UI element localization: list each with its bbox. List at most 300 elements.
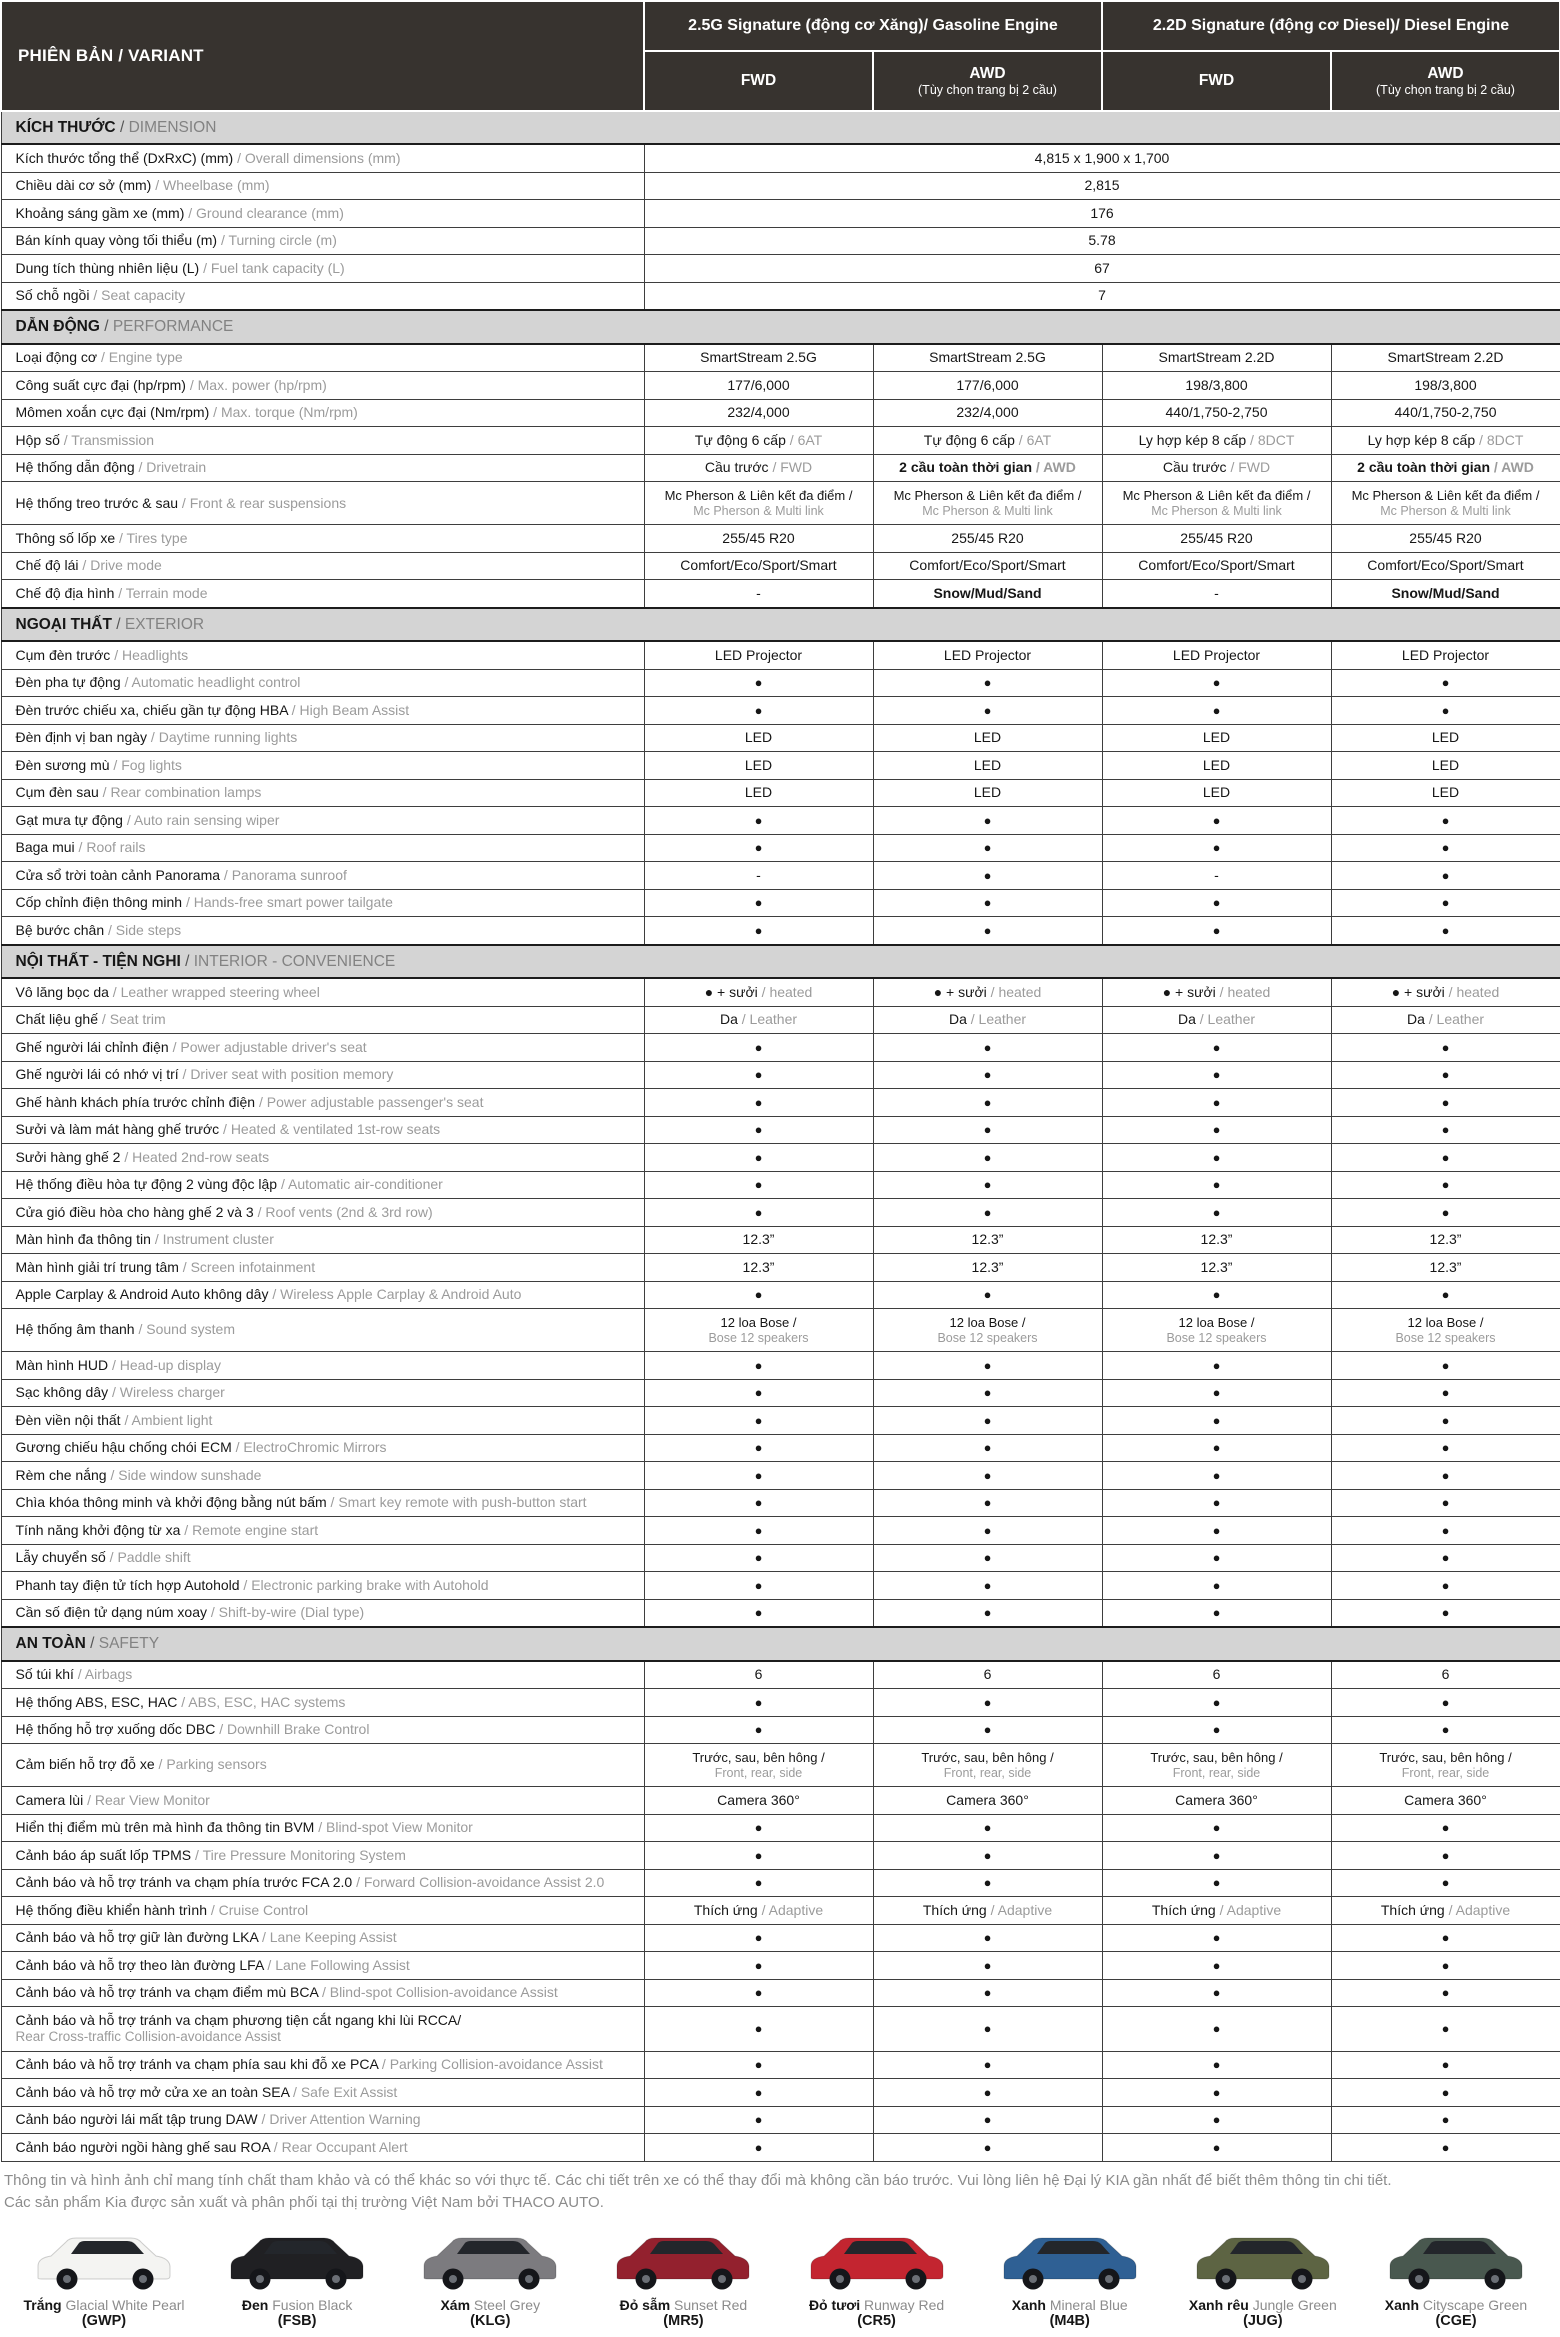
- row-label-separator: /: [378, 2056, 390, 2073]
- spec-value-cell: [1331, 427, 1560, 455]
- feature-dot-cell: [644, 1842, 873, 1870]
- row-label-en: Wireless Apple Carplay & Android Auto: [280, 1286, 522, 1303]
- feature-dot-cell: [873, 1462, 1102, 1490]
- spec-value-text: Ly hợp kép 8 cấp: [1367, 431, 1476, 448]
- feature-dot-cell: [1331, 1061, 1560, 1089]
- row-label-en: Instrument cluster: [162, 1231, 274, 1248]
- row-label: [1, 862, 644, 890]
- footer: [0, 2162, 1560, 2337]
- spec-value-subtext: Bose 12 speakers: [708, 1331, 809, 1346]
- spec-value-text: 255/45 R20: [1180, 529, 1253, 546]
- feature-dot-cell: [644, 1144, 873, 1172]
- spec-row: [1, 1034, 1560, 1062]
- feature-dot: ●: [983, 1820, 992, 1836]
- feature-dot-cell: [1331, 1171, 1560, 1199]
- spec-value-cell: [644, 399, 873, 427]
- spec-row: [1, 200, 1560, 228]
- feature-dot: ●: [983, 1467, 992, 1483]
- spec-row: [1, 978, 1560, 1006]
- row-label-en: Tires type: [126, 529, 188, 546]
- row-label-separator: /: [239, 1576, 252, 1593]
- spec-value-cell: [1102, 1744, 1331, 1787]
- spec-value-separator: /: [1246, 431, 1258, 448]
- row-label-en: Transmission: [71, 431, 155, 448]
- spec-value-text: LED: [1202, 784, 1231, 801]
- color-code: (CGE): [1435, 2312, 1477, 2329]
- row-label: [1, 1309, 644, 1352]
- feature-dot: ●: [1212, 1605, 1221, 1621]
- row-label-separator: /: [178, 494, 190, 511]
- feature-dot: ●: [754, 840, 763, 856]
- feature-dot: ●: [1212, 1177, 1221, 1193]
- spec-row: [1, 1116, 1560, 1144]
- feature-dot: ●: [1212, 1495, 1221, 1511]
- spec-value-text: LED: [1202, 756, 1231, 773]
- merged-spec-value: 5.78: [644, 227, 1560, 255]
- row-label-separator: /: [89, 287, 102, 304]
- row-label: [1, 1006, 644, 1034]
- row-label-separator: /: [219, 1121, 231, 1138]
- feature-dot: ●: [1212, 2021, 1221, 2037]
- feature-dot: ●: [1441, 812, 1450, 828]
- spec-value-cell: [1102, 862, 1331, 890]
- feature-dot-cell: [873, 917, 1102, 945]
- car-illustration: [28, 2231, 180, 2293]
- feature-dot-cell: [873, 1716, 1102, 1744]
- feature-dot: ●: [754, 675, 763, 691]
- spec-row: [1, 580, 1560, 608]
- row-label-separator: /: [199, 259, 211, 276]
- feature-dot: ●: [983, 1957, 992, 1973]
- row-label: [1, 1089, 644, 1117]
- spec-value-cell: [873, 724, 1102, 752]
- spec-value-text: Da: [948, 1011, 967, 1028]
- row-label-separator: /: [74, 839, 87, 856]
- spec-value-text: Comfort/Eco/Sport/Smart: [1138, 557, 1295, 574]
- spec-value-separator: /: [768, 459, 781, 476]
- spec-value-text: SmartStream 2.2D: [1158, 349, 1275, 366]
- row-label-separator: /: [178, 1258, 191, 1275]
- feature-dot-cell: [873, 1171, 1102, 1199]
- spec-value-text: Camera 360°: [1175, 1791, 1258, 1808]
- column-label: FWD: [1198, 72, 1235, 90]
- feature-dot: ●: [1212, 1412, 1221, 1428]
- feature-dot-cell: [873, 1599, 1102, 1627]
- spec-value-en: heated: [998, 983, 1042, 1000]
- spec-value-separator: /: [1444, 983, 1457, 1000]
- feature-dot-cell: [1102, 1689, 1331, 1717]
- row-label-vi: Đèn pha tự động: [15, 674, 121, 691]
- spec-value-en: Adaptive: [1226, 1901, 1282, 1918]
- row-label-vi: Baga mui: [15, 839, 75, 856]
- feature-dot-cell: [644, 1814, 873, 1842]
- spec-value-separator: /: [1014, 431, 1027, 448]
- feature-dot: ●: [754, 812, 763, 828]
- feature-dot-cell: [1102, 834, 1331, 862]
- row-label: [1, 172, 644, 200]
- row-label-separator: /: [59, 431, 72, 448]
- feature-dot: ●: [983, 1577, 992, 1593]
- row-label-vi: Cảnh báo và hỗ trợ giữ làn đường LKA: [15, 1929, 259, 1946]
- row-label: [1, 752, 644, 780]
- spec-value-cell: [644, 978, 873, 1006]
- row-label-vi: Loại động cơ: [15, 349, 98, 366]
- spec-row: [1, 1689, 1560, 1717]
- feature-dot: ●: [983, 2057, 992, 2073]
- spec-value-text: 255/45 R20: [722, 529, 795, 546]
- feature-dot: ●: [1441, 922, 1450, 938]
- spec-value-cell: [1102, 1309, 1331, 1352]
- spec-value-en: AWD: [1043, 459, 1076, 476]
- row-label-separator: /: [154, 1756, 167, 1773]
- row-label-en: High Beam Assist: [299, 701, 410, 718]
- feature-dot-cell: [1331, 2051, 1560, 2079]
- spec-value-en: 8DCT: [1257, 431, 1295, 448]
- feature-dot: ●: [983, 1094, 992, 1110]
- color-name: [1362, 2297, 1550, 2313]
- spec-value-text: 12 loa Bose /: [1407, 1314, 1484, 1330]
- spec-row: [1, 2106, 1560, 2134]
- feature-dot-cell: [873, 2079, 1102, 2107]
- row-label-en: Paddle shift: [117, 1549, 191, 1566]
- color-code: (KLG): [470, 2312, 511, 2329]
- row-label-vi: Số chỗ ngồi: [15, 287, 90, 304]
- feature-dot: ●: [1212, 922, 1221, 938]
- color-swatch: [589, 2231, 777, 2329]
- spec-value-subtext: Bose 12 speakers: [937, 1331, 1038, 1346]
- spec-value-cell: [873, 344, 1102, 372]
- row-label-en: Heated & ventilated 1st-row seats: [230, 1121, 441, 1138]
- feature-dot: ●: [754, 1875, 763, 1891]
- feature-dot: ●: [1212, 1694, 1221, 1710]
- row-label: [1, 1572, 644, 1600]
- row-label: [1, 1924, 644, 1952]
- row-label-en: Turning circle (m): [228, 232, 337, 249]
- spec-row: [1, 427, 1560, 455]
- spec-value-cell: [1102, 1897, 1331, 1925]
- row-label-separator: /: [206, 1901, 219, 1918]
- row-label: [1, 227, 644, 255]
- feature-dot: ●: [983, 1357, 992, 1373]
- row-label-vi: Cảnh báo và hỗ trợ tránh va chạm điểm mù BCA: [15, 1984, 319, 2001]
- spec-value-text: LED: [744, 729, 773, 746]
- feature-dot: ●: [754, 1985, 763, 2001]
- spec-row: [1, 1869, 1560, 1897]
- color-name-en: Jungle Green: [1248, 2296, 1337, 2313]
- row-label-en: Wireless charger: [119, 1384, 225, 1401]
- row-label: [1, 1744, 644, 1787]
- feature-dot-cell: [873, 2051, 1102, 2079]
- feature-dot: ●: [983, 702, 992, 718]
- spec-value-text: Snow/Mud/Sand: [933, 584, 1042, 601]
- car-illustration: [221, 2231, 373, 2293]
- feature-dot: ●: [754, 2112, 763, 2128]
- variant-header: PHIÊN BẢN / VARIANT: [1, 1, 644, 111]
- spec-value-separator: /: [1032, 459, 1044, 476]
- row-label-en: Airbags: [84, 1666, 133, 1683]
- color-name: [1169, 2297, 1357, 2313]
- row-label-vi: Ghế người lái chỉnh điện: [15, 1038, 169, 1055]
- spec-value-text: LED: [744, 756, 773, 773]
- feature-dot: ●: [754, 1495, 763, 1511]
- row-label-vi: Khoảng sáng gầm xe (mm): [15, 204, 185, 221]
- row-label-en: Side window sunshade: [118, 1466, 262, 1483]
- feature-dot: ●: [1212, 1957, 1221, 1973]
- feature-dot-cell: [1331, 1116, 1560, 1144]
- section-title-separator: /: [99, 318, 113, 336]
- spec-value-separator: /: [1195, 1011, 1208, 1028]
- feature-dot-cell: [1102, 1379, 1331, 1407]
- row-label-en: Rear View Monitor: [94, 1791, 210, 1808]
- feature-dot: ●: [1212, 1522, 1221, 1538]
- row-label: [1, 2134, 644, 2162]
- row-label-en: Side steps: [115, 921, 182, 938]
- row-label: [1, 1787, 644, 1815]
- row-label-separator: /: [277, 1176, 288, 1193]
- spec-value-cell: [873, 399, 1102, 427]
- feature-dot-cell: [644, 697, 873, 725]
- row-label-separator: /: [108, 983, 121, 1000]
- row-label-en: Panorama sunroof: [231, 866, 347, 883]
- spec-value-cell: [1102, 580, 1331, 608]
- row-label: [1, 978, 644, 1006]
- row-label-vi: Đèn định vị ban ngày: [15, 729, 148, 746]
- feature-dot: ●: [1212, 895, 1221, 911]
- color-name-vi: Đỏ sẫm: [619, 2296, 671, 2313]
- spec-row: [1, 1814, 1560, 1842]
- row-label-vi: Hệ thống điều hòa tự động 2 vùng độc lập: [15, 1176, 278, 1193]
- row-label: [1, 669, 644, 697]
- spec-value-cell: [644, 1226, 873, 1254]
- spec-value-cell: [644, 454, 873, 482]
- spec-value-text: Tự động 6 cấp: [694, 431, 786, 448]
- row-label-vi: Ghế người lái có nhớ vị trí: [15, 1066, 179, 1083]
- spec-value-cell: [1102, 399, 1331, 427]
- spec-value-cell: [644, 641, 873, 669]
- feature-dot-cell: [1331, 1716, 1560, 1744]
- row-label: [1, 344, 644, 372]
- row-label: [1, 1661, 644, 1689]
- spec-row: [1, 1489, 1560, 1517]
- feature-dot-cell: [1331, 1144, 1560, 1172]
- color-name: [10, 2297, 198, 2313]
- spec-value-text: Ly hợp kép 8 cấp: [1138, 431, 1247, 448]
- spec-value-separator: /: [1490, 459, 1502, 476]
- spec-value-separator: /: [986, 983, 999, 1000]
- feature-dot: ●: [754, 1287, 763, 1303]
- feature-dot-cell: [873, 1869, 1102, 1897]
- spec-value-cell: [1331, 641, 1560, 669]
- spec-value-en: Adaptive: [1455, 1901, 1511, 1918]
- row-label: [1, 1689, 644, 1717]
- feature-dot: ●: [1212, 1357, 1221, 1373]
- row-label-vi: Cửa sổ trời toàn cảnh Panorama: [15, 866, 221, 883]
- feature-dot-cell: [644, 1061, 873, 1089]
- feature-dot: ●: [754, 895, 763, 911]
- feature-dot-cell: [873, 1979, 1102, 2007]
- spec-value-text: Tự động 6 cấp: [923, 431, 1015, 448]
- row-label-vi: Màn hình đa thông tin: [15, 1231, 151, 1248]
- feature-dot: ●: [983, 812, 992, 828]
- spec-value-cell: [1102, 1787, 1331, 1815]
- spec-value-cell: [644, 779, 873, 807]
- feature-dot-cell: [1102, 1979, 1331, 2007]
- feature-dot: ●: [1441, 1550, 1450, 1566]
- row-label-en: Headlights: [121, 646, 189, 663]
- spec-value-cell: [1102, 978, 1331, 1006]
- feature-dot: ●: [1212, 1039, 1221, 1055]
- feature-dot-cell: [873, 807, 1102, 835]
- feature-dot: ●: [754, 1957, 763, 1973]
- feature-dot-cell: [1331, 1842, 1560, 1870]
- feature-dot: ●: [1212, 1287, 1221, 1303]
- feature-dot: ●: [983, 1177, 992, 1193]
- feature-dot-cell: [873, 2134, 1102, 2162]
- spec-row: [1, 1897, 1560, 1925]
- color-swatch: [783, 2231, 971, 2329]
- color-name: [396, 2297, 584, 2313]
- row-label-separator: /: [180, 1521, 193, 1538]
- spec-value-cell: [644, 724, 873, 752]
- feature-dot: ●: [754, 2139, 763, 2155]
- row-label-separator: /: [120, 674, 132, 691]
- spec-value-cell: [1331, 454, 1560, 482]
- spec-value-subtext: Bose 12 speakers: [1395, 1331, 1496, 1346]
- row-label-en: Rear Occupant Alert: [281, 2138, 408, 2155]
- row-label-vi: Màn hình HUD: [15, 1356, 109, 1373]
- feature-dot-cell: [1102, 1281, 1331, 1309]
- feature-dot-cell: [873, 1434, 1102, 1462]
- row-label: [1, 1226, 644, 1254]
- row-label: [1, 399, 644, 427]
- row-label-en: Smart key remote with push-button start: [338, 1494, 587, 1511]
- spec-value-cell: [1102, 427, 1331, 455]
- row-label-separator: /: [191, 1846, 203, 1863]
- row-label: [1, 144, 644, 172]
- row-label-separator: /: [207, 1604, 219, 1621]
- feature-dot: ●: [1441, 702, 1450, 718]
- feature-dot: ●: [1441, 1067, 1450, 1083]
- color-name: [589, 2297, 777, 2313]
- feature-dot: ●: [1441, 2057, 1450, 2073]
- feature-dot-cell: [1102, 1171, 1331, 1199]
- row-label: [1, 834, 644, 862]
- spec-value-cell: [1331, 372, 1560, 400]
- spec-value-cell: [644, 372, 873, 400]
- feature-dot: ●: [1441, 1149, 1450, 1165]
- car-illustration: [994, 2231, 1146, 2293]
- spec-row: [1, 372, 1560, 400]
- feature-dot: ●: [983, 1522, 992, 1538]
- spec-value-cell: [1331, 1254, 1560, 1282]
- feature-dot-cell: [873, 1061, 1102, 1089]
- spec-value-cell: [873, 978, 1102, 1006]
- spec-value-cell: [644, 427, 873, 455]
- feature-dot-cell: [1331, 1979, 1560, 2007]
- row-label-en: Drivetrain: [146, 459, 207, 476]
- feature-dot-cell: [644, 1689, 873, 1717]
- car-illustration: [1187, 2231, 1339, 2293]
- feature-dot: ●: [1212, 1985, 1221, 2001]
- spec-value-text: Trước, sau, bên hông /: [1379, 1749, 1512, 1765]
- row-label: [1, 1897, 644, 1925]
- feature-dot: ●: [754, 1550, 763, 1566]
- spec-row: [1, 1061, 1560, 1089]
- spec-value-text: -: [1214, 866, 1219, 883]
- feature-dot: ●: [1441, 2021, 1450, 2037]
- feature-dot: ●: [1441, 1722, 1450, 1738]
- feature-dot-cell: [644, 669, 873, 697]
- feature-dot-cell: [1331, 1924, 1560, 1952]
- spec-row: [1, 399, 1560, 427]
- feature-dot-cell: [873, 1407, 1102, 1435]
- spec-value-cell: [644, 1661, 873, 1689]
- row-label-vi: Cảnh báo và hỗ trợ theo làn đường LFA: [15, 1956, 264, 1973]
- color-code: (MR5): [663, 2312, 704, 2329]
- color-name-vi: Xanh: [1011, 2296, 1046, 2313]
- color-name-en: Steel Grey: [470, 2296, 541, 2313]
- row-label: [1, 641, 644, 669]
- row-label-separator: /: [97, 349, 109, 366]
- merged-spec-value: 4,815 x 1,900 x 1,700: [644, 144, 1560, 172]
- feature-dot: ●: [1212, 1204, 1221, 1220]
- feature-dot-cell: [1331, 1814, 1560, 1842]
- row-label-en: Parking sensors: [166, 1756, 267, 1773]
- spec-row: [1, 1572, 1560, 1600]
- spec-row: [1, 1744, 1560, 1787]
- feature-dot-cell: [873, 1199, 1102, 1227]
- feature-dot-cell: [1102, 1842, 1331, 1870]
- row-label-vi: Phanh tay điện tử tích hợp Autohold: [15, 1576, 240, 1593]
- feature-dot-cell: [644, 1462, 873, 1490]
- spec-row: [1, 255, 1560, 283]
- feature-dot: ●: [1441, 1412, 1450, 1428]
- row-label: [1, 1599, 644, 1627]
- feature-dot: ●: [983, 922, 992, 938]
- spec-row: [1, 669, 1560, 697]
- section-title-separator: /: [115, 119, 129, 136]
- row-label: [1, 1407, 644, 1435]
- spec-value-cell: [873, 1226, 1102, 1254]
- spec-row: [1, 2007, 1560, 2051]
- row-label: [1, 1144, 644, 1172]
- spec-value-text: 198/3,800: [1185, 376, 1248, 393]
- spec-row: [1, 1281, 1560, 1309]
- row-label-vi: Cảnh báo người ngồi hàng ghế sau ROA: [15, 2138, 270, 2155]
- feature-dot-cell: [644, 807, 873, 835]
- feature-dot: ●: [754, 2021, 763, 2037]
- row-label: [1, 282, 644, 310]
- spec-value-text: -: [756, 584, 761, 601]
- color-name-vi: Đen: [241, 2296, 269, 2313]
- color-name-vi: Xanh rêu: [1188, 2296, 1249, 2313]
- row-label-en: Max. torque (Nm/rpm): [220, 404, 358, 421]
- row-label-vi: Gương chiếu hậu chống chói ECM: [15, 1439, 232, 1456]
- spec-row: [1, 552, 1560, 580]
- spec-value-cell: [1331, 525, 1560, 553]
- feature-dot-cell: [644, 1379, 873, 1407]
- spec-value-separator: /: [1424, 1011, 1437, 1028]
- row-label-vi: Tính năng khởi động từ xa: [15, 1521, 181, 1538]
- spec-value-cell: [873, 752, 1102, 780]
- feature-dot-cell: [1331, 1281, 1560, 1309]
- row-label: [1, 1199, 644, 1227]
- section-title: [1, 608, 1560, 641]
- spec-value-text: Cầu trước: [1162, 459, 1227, 476]
- feature-dot: ●: [983, 1412, 992, 1428]
- spec-value-cell: [1102, 1254, 1331, 1282]
- spec-value-cell: [1331, 1744, 1560, 1787]
